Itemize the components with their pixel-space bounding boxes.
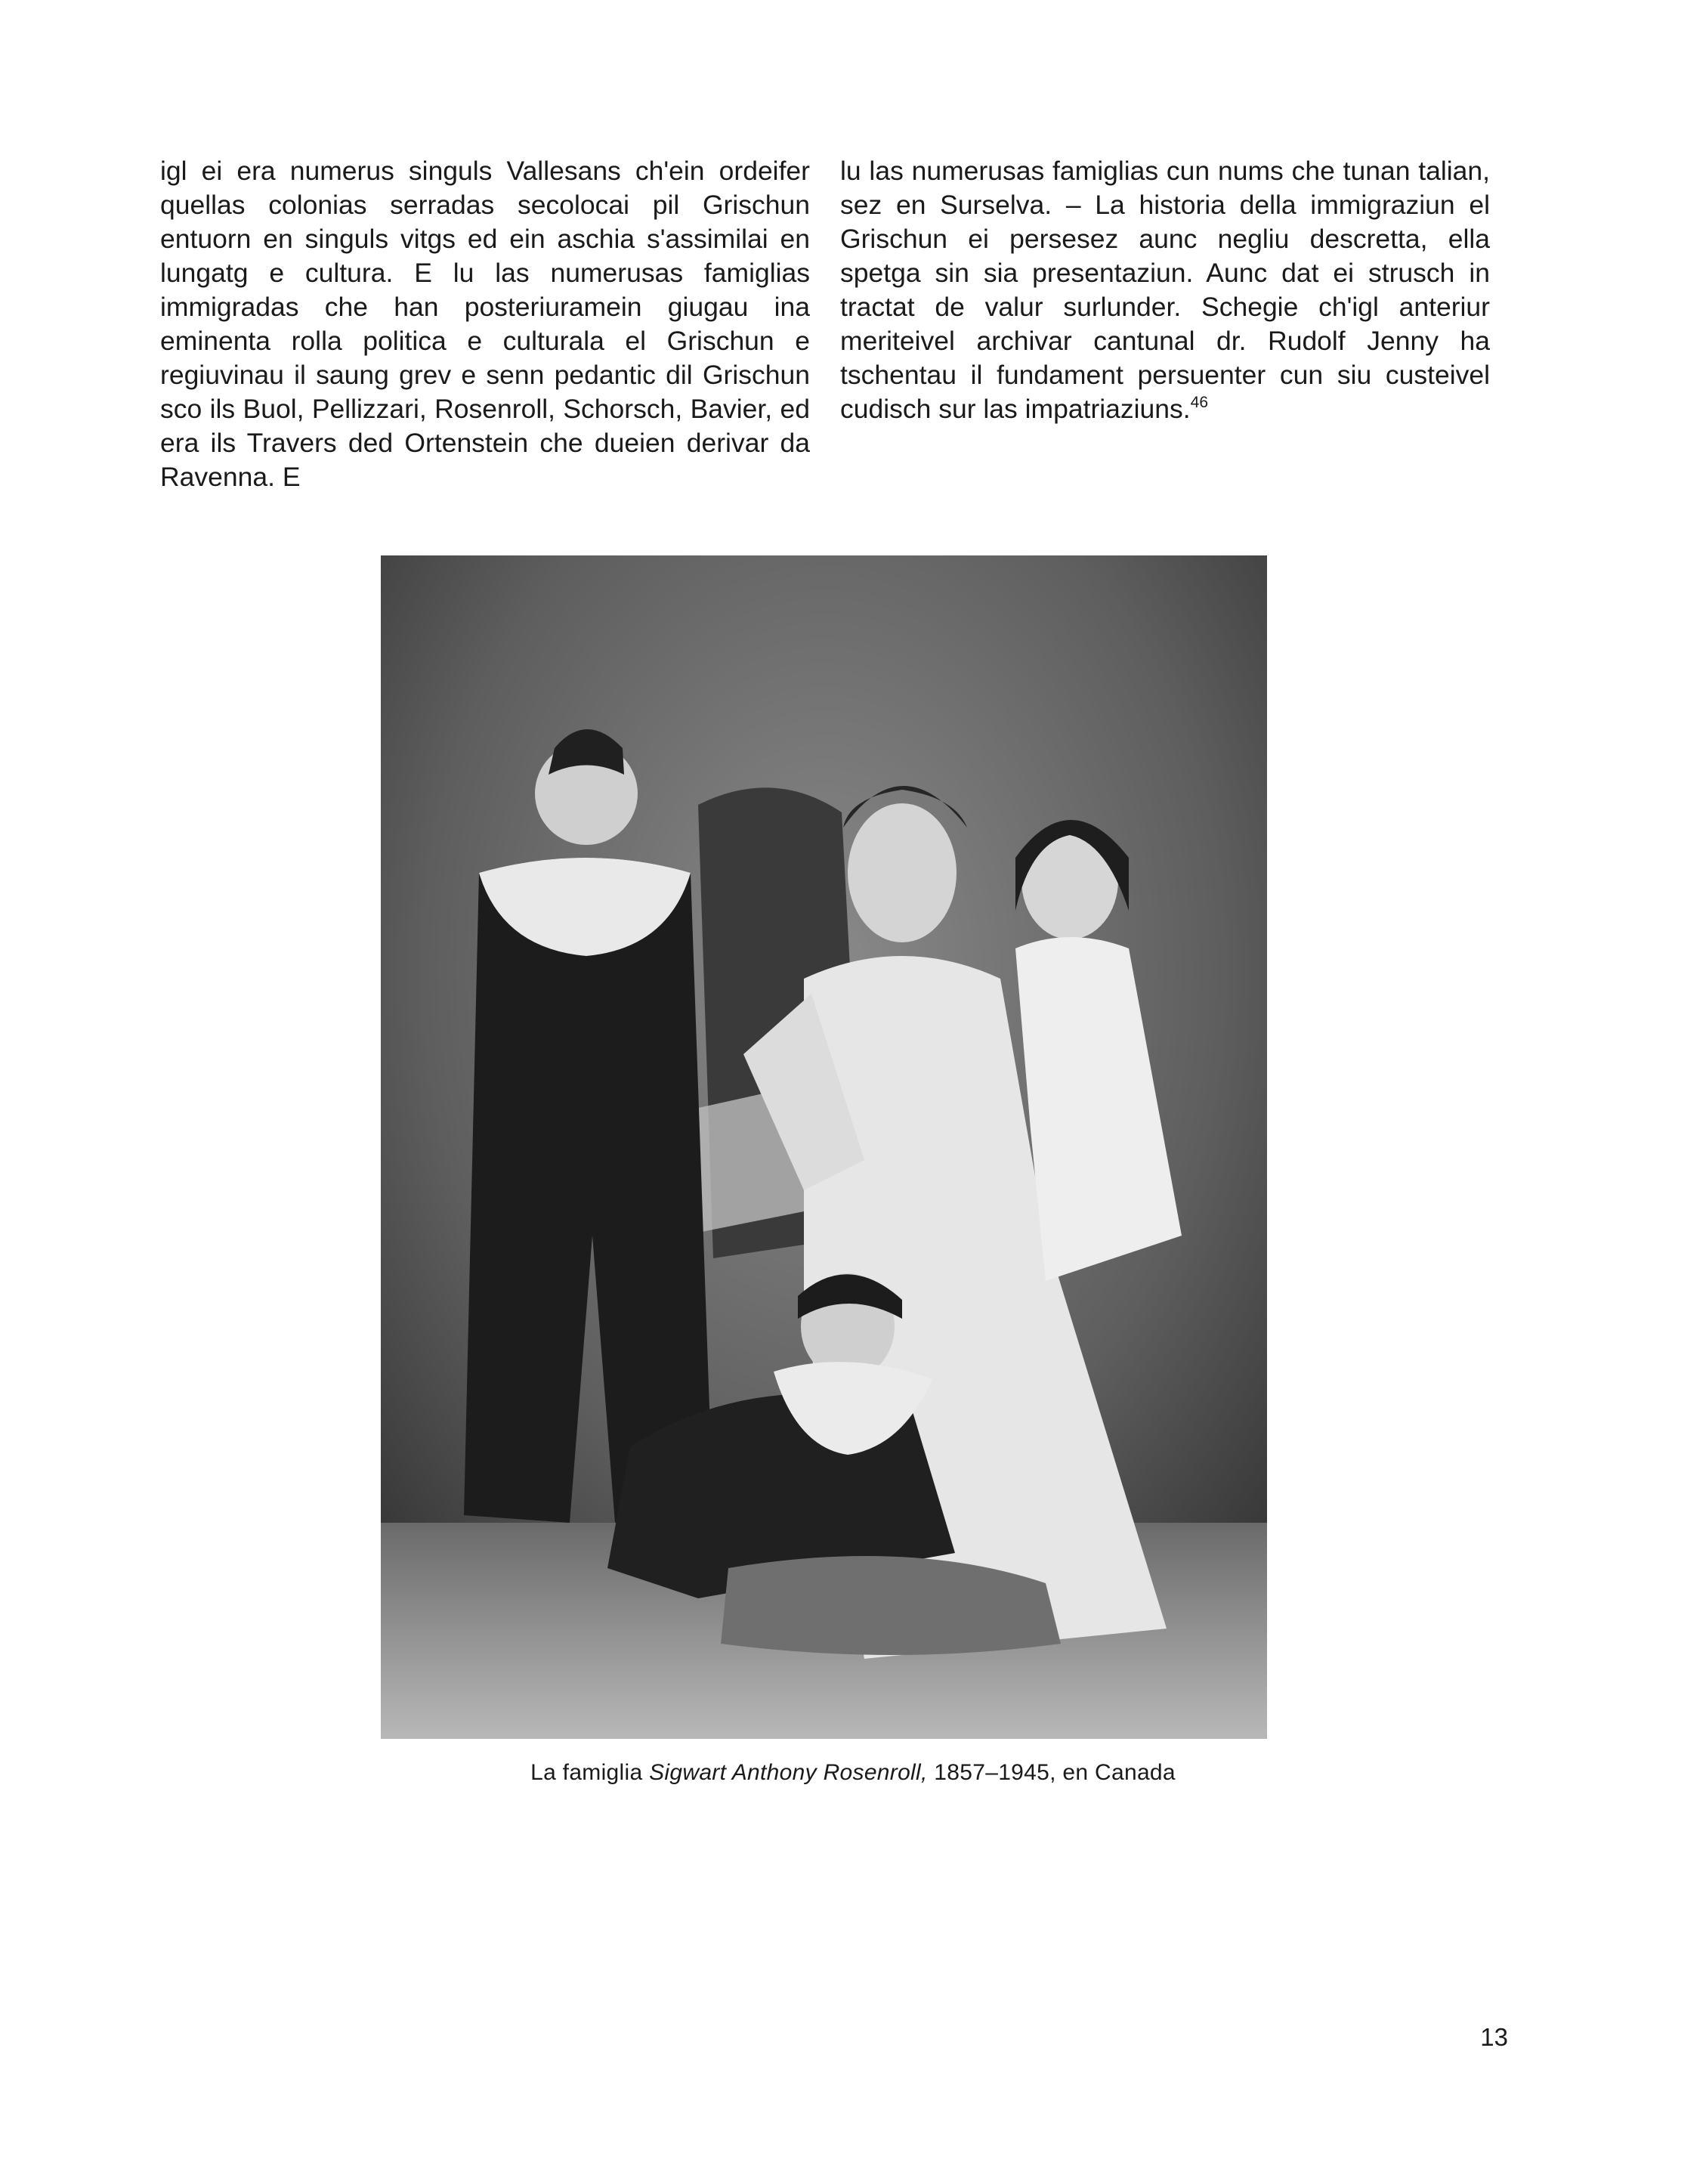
left-column-paragraph: igl ei era numerus singuls Vallesans ch'ein ordeifer quellas colonias serradas secolocai pil Grischun entuorn en singuls vitgs ed ein aschia s'assimilai en lungatg e cultura. E lu las numerusas famiglias immigradas che han posteriuramein giugau ina eminenta rolla politica e culturala el Grischun e regiuvinau il saung grev e senn pedantic dil Grischun sco ils Buol, Pellizzari, Rosenroll, Schorsch, Bavier, ed era ils Travers ded Ortenstein che dueien derivar da Ravenna. E	[160, 156, 810, 492]
caption-suffix: 1857–1945, en Canada	[927, 1760, 1176, 1785]
page-number: 13	[1480, 2023, 1508, 2051]
right-text-column	[840, 154, 1490, 426]
right-column-text: lu las numerusas famiglias cun nums che tunan talian, sez en Surselva. – La historia della immigraziun el Grischun ei persesez aunc negliu descretta, ella spetga sin sia presentaziun. Aunc dat ei strusch in tractat de valur surlunder. Schegie ch'igl anteriur meriteivel archivar cantunal dr. Rudolf Jenny ha tschentau il fundament persuenter cun siu custeivel cudisch sur las impatriaziuns.	[840, 156, 1490, 424]
photo-caption	[0, 1758, 1706, 1788]
footnote-reference: 46	[1190, 394, 1209, 411]
caption-prefix: La famiglia	[530, 1760, 650, 1785]
family-photograph	[381, 555, 1267, 1739]
left-text-column	[160, 154, 810, 494]
caption-name: Sigwart Anthony Rosenroll,	[649, 1760, 928, 1785]
right-column-paragraph	[840, 154, 1490, 426]
family-photograph-image	[381, 555, 1267, 1739]
